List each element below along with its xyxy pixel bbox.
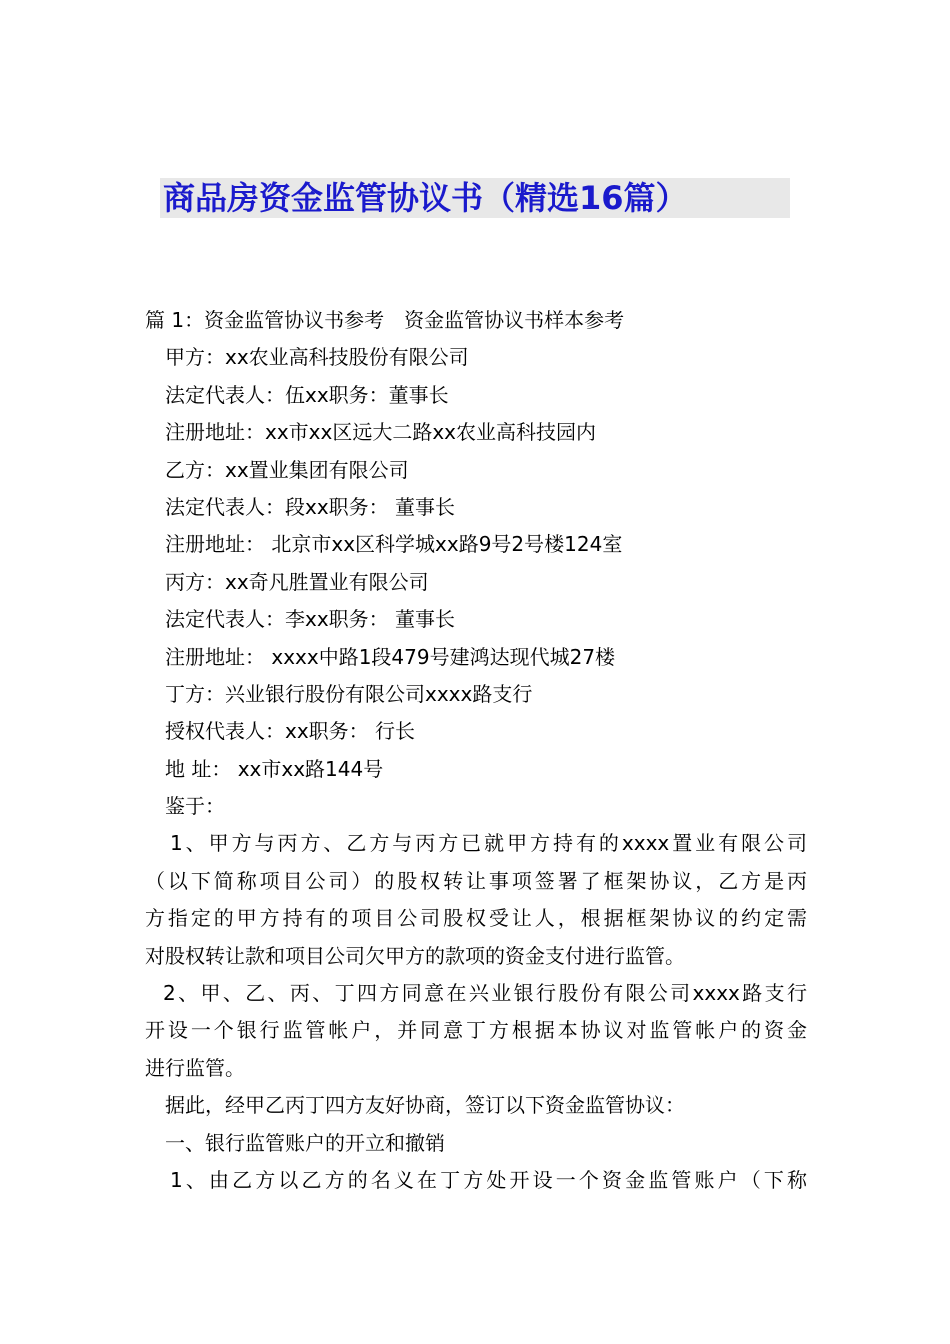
text-line: 丁方：兴业银行股份有限公司xxxx路支行: [165, 681, 533, 706]
text-line: 一、银行监管账户的开立和撤销: [165, 1130, 445, 1155]
text-line: 甲方：xx农业高科技股份有限公司: [165, 345, 469, 370]
text-line: 注册地址：xx市xx区远大二路xx农业高科技园内: [165, 420, 597, 445]
text-line: 据此，经甲乙丙丁四方友好协商，签订以下资金监管协议：: [165, 1093, 685, 1118]
text-line: 2、甲、乙、丙、丁四方同意在兴业银行股份有限公司xxxx路支行: [163, 981, 807, 1006]
text-line: 篇 1：资金监管协议书参考 资金监管协议书样本参考: [145, 308, 625, 332]
text-line: 授权代表人：xx职务： 行长: [165, 719, 416, 744]
text-line: 注册地址： 北京市xx区科学城xx路9号2号楼124室: [165, 532, 623, 557]
text-line: 鉴于：: [165, 794, 225, 819]
text-line: （以下简称项目公司）的股权转让事项签署了框架协议，乙方是丙: [145, 868, 807, 893]
text-line: 地 址： xx市xx路144号: [165, 756, 384, 781]
text-line: 1、甲方与丙方、乙方与丙方已就甲方持有的xxxx置业有限公司: [170, 831, 807, 856]
text-line: 丙方：xx奇凡胜置业有限公司: [165, 569, 429, 594]
text-line: 进行监管。: [145, 1055, 245, 1080]
document-body: [145, 302, 807, 1199]
text-line: 方指定的甲方持有的项目公司股权受让人，根据框架协议的约定需: [145, 906, 807, 931]
text-line: 乙方：xx置业集团有限公司: [165, 457, 409, 482]
text-line: 法定代表人：伍xx职务：董事长: [165, 382, 449, 407]
text-line: 开设一个银行监管帐户，并同意丁方根据本协议对监管帐户的资金: [145, 1018, 807, 1043]
document-title: 商品房资金监管协议书（精选16篇）: [163, 179, 688, 217]
text-line: 1、由乙方以乙方的名义在丁方处开设一个资金监管账户（下称: [170, 1167, 807, 1192]
text-line: 法定代表人：李xx职务： 董事长: [165, 607, 456, 632]
text-line: 法定代表人：段xx职务： 董事长: [165, 494, 456, 519]
text-line: 对股权转让款和项目公司欠甲方的款项的资金支付进行监管。: [145, 943, 685, 968]
text-line: 注册地址： xxxx中路1段479号建鸿达现代城27楼: [165, 644, 616, 669]
